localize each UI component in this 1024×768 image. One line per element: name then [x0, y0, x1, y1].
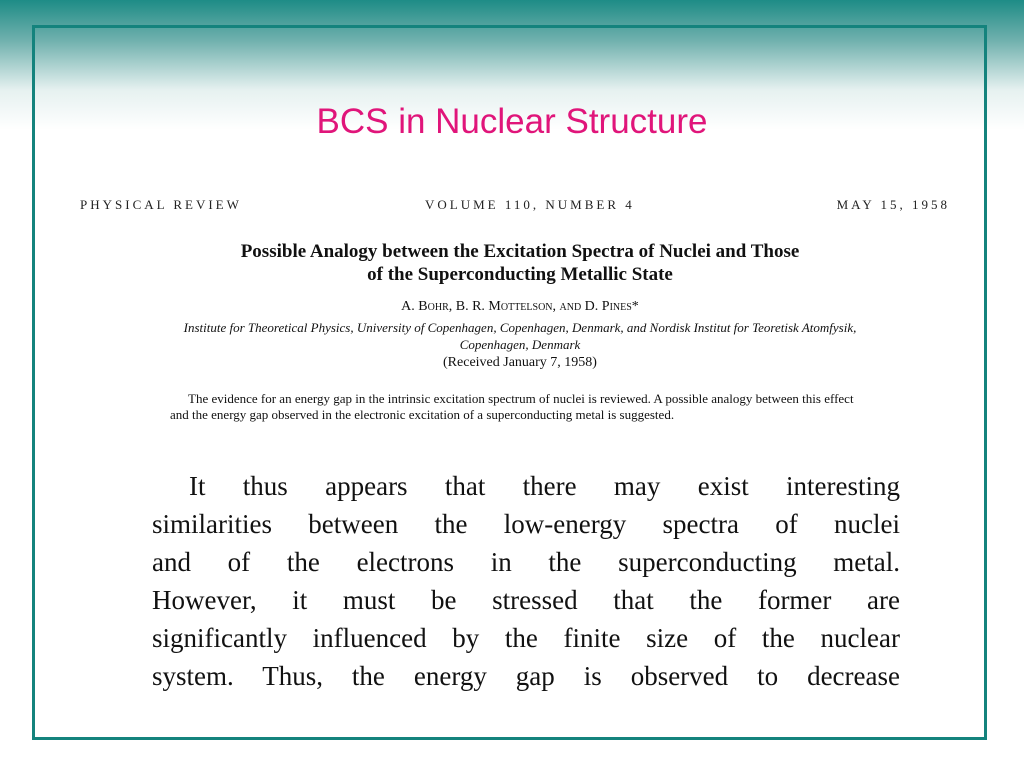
paper-title-line-1: Possible Analogy between the Excitation Spectra of Nuclei and Those [240, 241, 800, 262]
excerpt-line: However, it must be stressed that the former are [152, 585, 900, 615]
excerpt-line: and of the electrons in the superconducting metal. [152, 547, 900, 577]
paper-abstract: The evidence for an energy gap in the intrinsic excitation spectrum of nuclei is reviewed. A possible analogy between this effect and the energy gap observed in the electronic excitation of a superconducting metal is suggested. [170, 391, 854, 422]
journal-name: PHYSICAL REVIEW [80, 197, 242, 212]
paper-title-line-2: of the Superconducting Metallic State [367, 264, 673, 285]
institute-line-2: Copenhagen, Denmark [459, 337, 581, 352]
paper-header [80, 197, 950, 221]
excerpt-line: significantly influenced by the finite size of the nuclear [152, 623, 900, 653]
slide-title: BCS in Nuclear Structure [316, 102, 708, 141]
institute-line-1: Institute for Theoretical Physics, University of Copenhagen, Copenhagen, Denmark, and Nordisk Institut for Teoretisk Atomfysik, [183, 320, 857, 335]
publication-date: MAY 15, 1958 [836, 197, 950, 212]
received-date: (Received January 7, 1958) [443, 355, 597, 370]
excerpt-line: similarities between the low-energy spectra of nuclei [152, 509, 900, 539]
paper-title [100, 240, 940, 286]
volume-number: VOLUME 110, NUMBER 4 [425, 197, 635, 212]
paper-excerpt [152, 468, 900, 698]
paper-authors: A. Bohr, B. R. Mottelson, and D. Pines* [401, 299, 639, 314]
excerpt-line: It thus appears that there may exist interesting [189, 471, 900, 501]
excerpt-line: system. Thus, the energy gap is observed to decrease [152, 661, 900, 691]
paper-institute [100, 319, 940, 353]
